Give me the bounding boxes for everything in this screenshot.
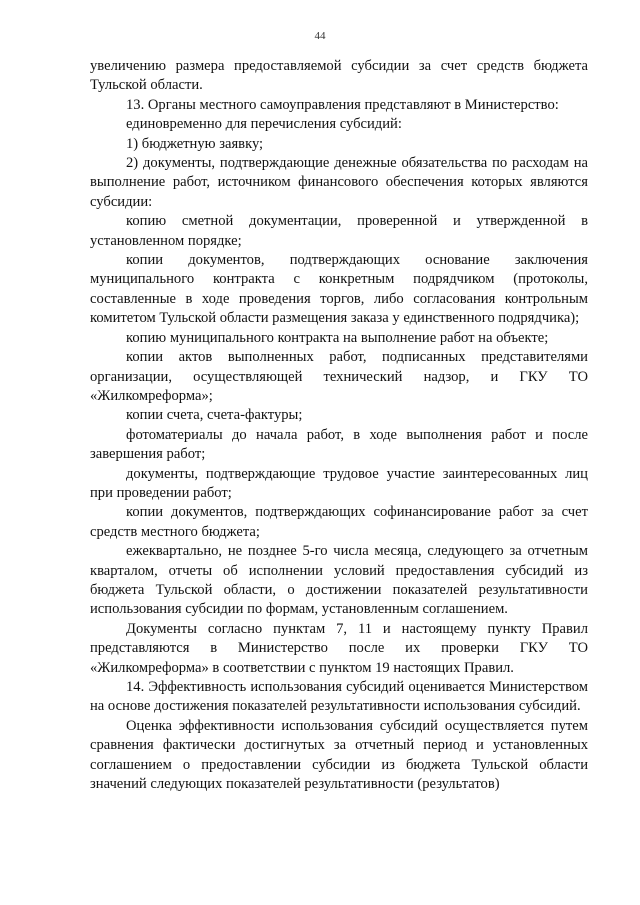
paragraph: 1) бюджетную заявку; (126, 135, 264, 152)
paragraph: единовременно для перечисления субсидий: (126, 116, 402, 133)
paragraph: 14. Эффективность использования субсидий оценивается Министерством на основе достижения показателей результативности использования субсидий. (90, 679, 588, 715)
paragraph: копии документов, подтверждающих софинансирование работ за счет средств местного бюджета; (90, 504, 588, 540)
paragraph: 2) документы, подтверждающие денежные обязательства по расходам на выполнение работ, источником финансового обеспечения которых являются субсидии: (90, 155, 588, 210)
paragraph: копию муниципального контракта на выполнение работ на объекте; (126, 329, 549, 346)
paragraph: копии актов выполненных работ, подписанных представителями организации, осуществляющей технический надзор, и ГКУ ТО «Жилкомреформа»; (90, 349, 588, 404)
paragraph: 13. Органы местного самоуправления представляют в Министерство: (126, 96, 559, 113)
paragraph: Оценка эффективности использования субсидий осуществляется путем сравнения фактически достигнутых за отчетный период и установленных соглашением о предоставлении субсидии из бюджета Тульской области значений следующих показателей результативности (результатов) (90, 717, 588, 793)
paragraph: копию сметной документации, проверенной и утвержденной в установленном порядке; (90, 213, 588, 249)
paragraph: увеличению размера предоставляемой субсидии за счет средств бюджета Тульской области. (90, 58, 588, 94)
paragraph: копии документов, подтверждающих основание заключения муниципального контракта с конкретным подрядчиком (протоколы, составленные в ходе проведения торгов, либо согласования контрольным комитетом Тульской области размещения заказа у единственного подрядчика); (90, 252, 588, 327)
page-number: 44 (314, 30, 326, 42)
paragraph: копии счета, счета-фактуры; (126, 407, 303, 424)
document-body (90, 57, 588, 794)
paragraph: Документы согласно пунктам 7, 11 и настоящему пункту Правил представляются в Министерство после их проверки ГКУ ТО «Жилкомреформа» в соответствии с пунктом 19 настоящих Правил. (90, 620, 588, 676)
paragraph: фотоматериалы до начала работ, в ходе выполнения работ и после завершения работ; (90, 426, 588, 463)
paragraph: ежеквартально, не позднее 5-го числа месяца, следующего за отчетным кварталом, отчеты об исполнении условий предоставления субсидий из бюджета Тульской области, о достижении показателей результативности использования субсидии по формам, установленным соглашением. (90, 543, 588, 618)
paragraph: документы, подтверждающие трудовое участие заинтересованных лиц при проведении работ; (90, 465, 588, 501)
